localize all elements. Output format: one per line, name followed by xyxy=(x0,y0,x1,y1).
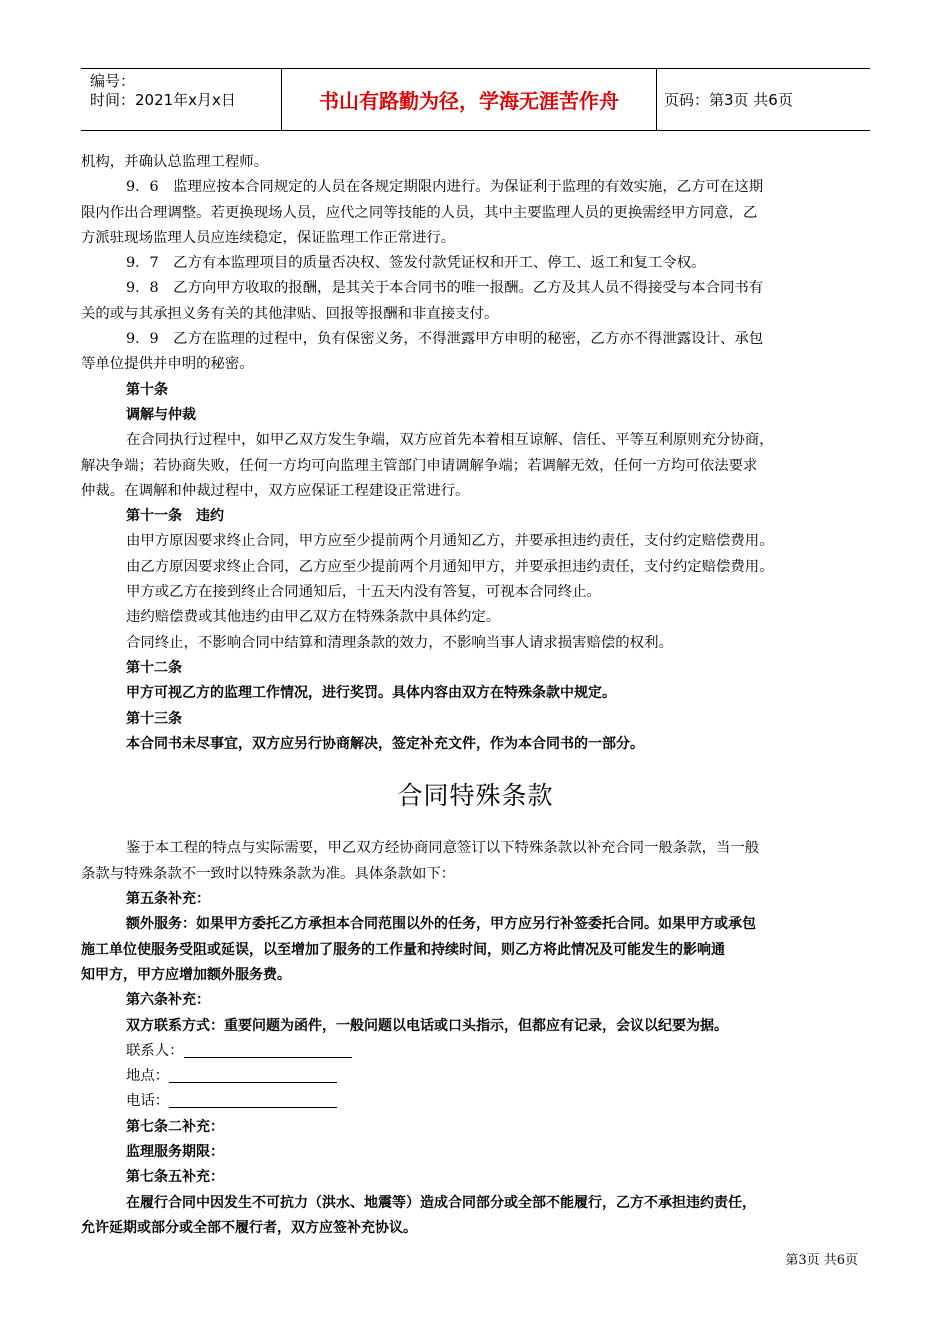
phone-field[interactable] xyxy=(169,1091,337,1108)
contact-person-field[interactable] xyxy=(184,1041,352,1058)
supplement-5-text: 施工单位使服务受阻或延误，以至增加了服务的工作量和持续时间，则乙方将此情况及可能发生的影响通 xyxy=(81,941,725,958)
supplement-7-5-heading: 第七条五补充： xyxy=(126,1169,224,1186)
supplement-6-text: 双方联系方式：重要问题为函件，一般问题以电话或口头指示，但都应有记录，会议以纪要为据。 xyxy=(126,1017,728,1034)
article-11-heading: 第十一条 违约 xyxy=(126,508,224,525)
special-terms-title: 合同特殊条款 xyxy=(397,781,554,811)
article-12-heading: 第十二条 xyxy=(126,659,182,676)
article-10-text: 在合同执行过程中，如甲乙双方发生争端，双方应首先本着相互谅解、信任、平等互利原则充分协商， xyxy=(126,432,774,449)
article-11-text: 甲方或乙方在接到终止合同通知后，十五天内没有答复，可视本合同终止。 xyxy=(126,584,601,601)
article-11-text: 由乙方原因要求终止合同，乙方应至少提前两个月通知甲方，并要承担违约责任，支付约定赔偿费用。 xyxy=(126,558,774,575)
article-11-text: 合同终止，不影响合同中结算和清理条款的效力，不影响当事人请求损害赔偿的权利。 xyxy=(126,634,673,651)
place-row xyxy=(81,1064,870,1089)
article-10-heading: 第十条 xyxy=(126,381,168,398)
article-10-title: 调解与仲裁 xyxy=(126,406,196,423)
page-footer: 第3页 共6页 xyxy=(785,1253,858,1268)
supplement-6-heading: 第六条补充： xyxy=(126,992,210,1009)
clause-9-6-cont: 限内作出合理调整。若更换现场人员，应代之同等技能的人员，其中主要监理人员的更换需经甲方同意，乙 xyxy=(81,204,758,221)
article-13-text: 本合同书未尽事宜，双方应另行协商解决，签定补充文件，作为本合同书的一部分。 xyxy=(126,735,644,752)
clause-9-8: 9．8 乙方向甲方收取的报酬，是其关于本合同书的唯一报酬。乙方及其人员不得接受与本合同书有 xyxy=(126,280,764,297)
supplement-7-5-text: 允许延期或部分或全部不履行者，双方应签补充协议。 xyxy=(81,1219,417,1236)
supplement-5-heading: 第五条补充： xyxy=(126,891,210,908)
article-11-text: 违约赔偿费或其他违约由甲乙双方在特殊条款中具体约定。 xyxy=(126,609,501,626)
supplement-7-5-text: 在履行合同中因发生不可抗力（洪水、地震等）造成合同部分或全部不能履行，乙方不承担违约责任， xyxy=(126,1194,756,1211)
page-header xyxy=(81,68,870,131)
contact-person-row xyxy=(81,1039,870,1064)
clause-9-6-cont: 方派驻现场监理人员应连续稳定，保证监理工作正常进行。 xyxy=(81,229,456,246)
clause-9-7: 9．7 乙方有本监理项目的质量否决权、签发付款凭证权和开工、停工、返工和复工令权。 xyxy=(126,255,706,272)
article-13-heading: 第十三条 xyxy=(126,710,182,727)
clause-9-6: 9．6 监理应按本合同规定的人员在各规定期限内进行。为保证利于监理的有效实施，乙方可在这期 xyxy=(126,179,764,196)
special-intro-cont: 条款与特殊条款不一致时以特殊条款为准。具体条款如下： xyxy=(81,865,456,882)
clause-9-9: 9．9 乙方在监理的过程中，负有保密义务，不得泄露甲方申明的秘密，乙方亦不得泄露设计、承包 xyxy=(126,331,764,348)
article-10-text: 解决争端；若协商失败，任何一方均可向监理主管部门申请调解争端；若调解无效，任何一方均可依法要求 xyxy=(81,457,758,474)
supplement-7-2-heading: 第七条二补充： xyxy=(126,1118,224,1135)
supplement-5-text: 额外服务：如果甲方委托乙方承担本合同范围以外的任务，甲方应另行补签委托合同。如果甲方或承包 xyxy=(126,916,756,933)
article-10-text: 仲裁。在调解和仲裁过程中，双方应保证工程建设正常进行。 xyxy=(81,482,470,499)
phone-label: 电话： xyxy=(126,1093,170,1110)
article-11-text: 由甲方原因要求终止合同，甲方应至少提前两个月通知乙方，并要承担违约责任，支付约定赔偿费用。 xyxy=(126,533,774,550)
special-intro: 鉴于本工程的特点与实际需要，甲乙双方经协商同意签订以下特殊条款以补充合同一般条款，当一般 xyxy=(126,840,760,857)
phone-row xyxy=(81,1089,870,1114)
clause-9-9-cont: 等单位提供并申明的秘密。 xyxy=(81,356,254,373)
place-field[interactable] xyxy=(169,1066,337,1083)
header-motto: 书山有路勤为径，学海无涯苦作舟 xyxy=(281,69,657,130)
supplement-7-2-text: 监理服务期限： xyxy=(126,1143,224,1160)
document-body xyxy=(81,150,870,1241)
contact-person-label: 联系人： xyxy=(126,1042,184,1059)
place-label: 地点： xyxy=(126,1068,170,1085)
document-date: 时间：2021年x月x日 xyxy=(90,91,236,109)
header-meta xyxy=(81,69,281,133)
paragraph: 机构，并确认总监理工程师。 xyxy=(81,154,269,170)
supplement-5-text: 知甲方，甲方应增加额外服务费。 xyxy=(81,966,291,983)
header-page-info: 页码：第3页 共6页 xyxy=(664,91,793,109)
document-number: 编号： xyxy=(90,72,136,90)
clause-9-8-cont: 关的或与其承担义务有关的其他津贴、回报等报酬和非直接支付。 xyxy=(81,305,499,322)
article-12-text: 甲方可视乙方的监理工作情况，进行奖罚。具体内容由双方在特殊条款中规定。 xyxy=(126,685,616,702)
